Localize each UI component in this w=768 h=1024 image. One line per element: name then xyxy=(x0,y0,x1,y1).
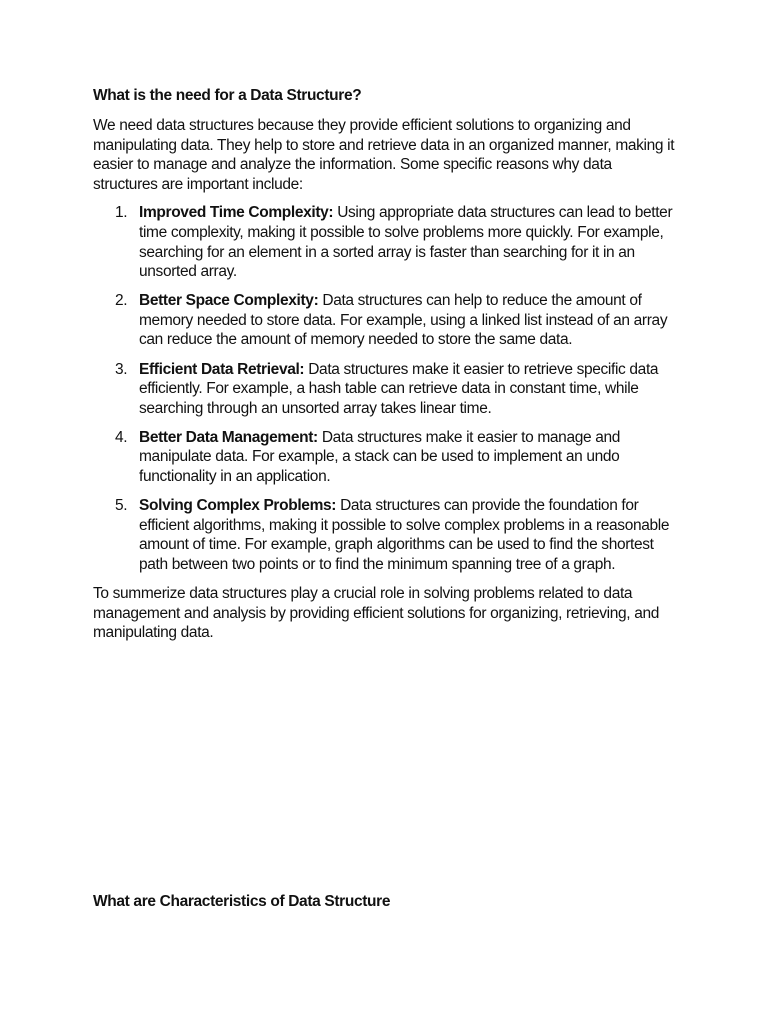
list-number: 3. xyxy=(115,360,128,378)
section-heading: What is the need for a Data Structure? xyxy=(93,87,362,104)
list-item-text: Data structures can help to reduce the amount of memory needed to store data. For example, using a linked list instead of an array can reduce the amount of memory needed to store the same data. xyxy=(139,292,668,349)
list-item xyxy=(93,203,679,281)
summary-paragraph: To summerize data structures play a crucial role in solving problems related to data management and analysis by providing efficient solutions for organizing, retrieving, and manipulating data. xyxy=(93,584,660,642)
list-item-term: Efficient Data Retrieval: xyxy=(139,360,305,378)
list-number: 4. xyxy=(115,428,128,446)
list-item-text: Data structures make it easier to retrieve specific data efficiently. For example, a hash table can retrieve data in constant time, while searching through an unsorted array takes linear time. xyxy=(139,360,659,417)
section-heading-characteristics: What are Characteristics of Data Structure xyxy=(93,893,391,910)
list-item-text: Data structures make it easier to manage and manipulate data. For example, a stack can be used to implement an undo functionality in an application. xyxy=(139,428,621,485)
list-number: 2. xyxy=(115,292,128,310)
list-number: 1. xyxy=(115,204,128,222)
list-item xyxy=(93,291,679,350)
reasons-list xyxy=(93,203,679,574)
section-need-for-data-structure xyxy=(93,86,679,643)
list-item xyxy=(93,428,679,487)
list-item-term: Solving Complex Problems: xyxy=(139,497,337,515)
list-item-text: Data structures can provide the foundation for efficient algorithms, making it possible to solve complex problems in a reasonable amount of time. For example, graph algorithms can be used to find the shortest path between two points or to find the minimum spanning tree of a graph. xyxy=(139,497,670,573)
list-number: 5. xyxy=(115,497,128,515)
list-item xyxy=(93,496,679,574)
list-item-text: Using appropriate data structures can lead to better time complexity, making it possible to solve problems more quickly. For example, searching for an element in a sorted array is faster than searching for it in an unsorted array. xyxy=(139,204,673,281)
list-item-term: Better Data Management: xyxy=(139,428,318,446)
intro-paragraph: We need data structures because they provide efficient solutions to organizing and manipulating data. They help to store and retrieve data in an organized manner, making it easier to manage and analyze the information. Some specific reasons why data structures are important include: xyxy=(93,117,675,193)
list-item-term: Improved Time Complexity: xyxy=(139,204,334,222)
list-item-term: Better Space Complexity: xyxy=(139,292,319,310)
list-item xyxy=(93,360,679,419)
